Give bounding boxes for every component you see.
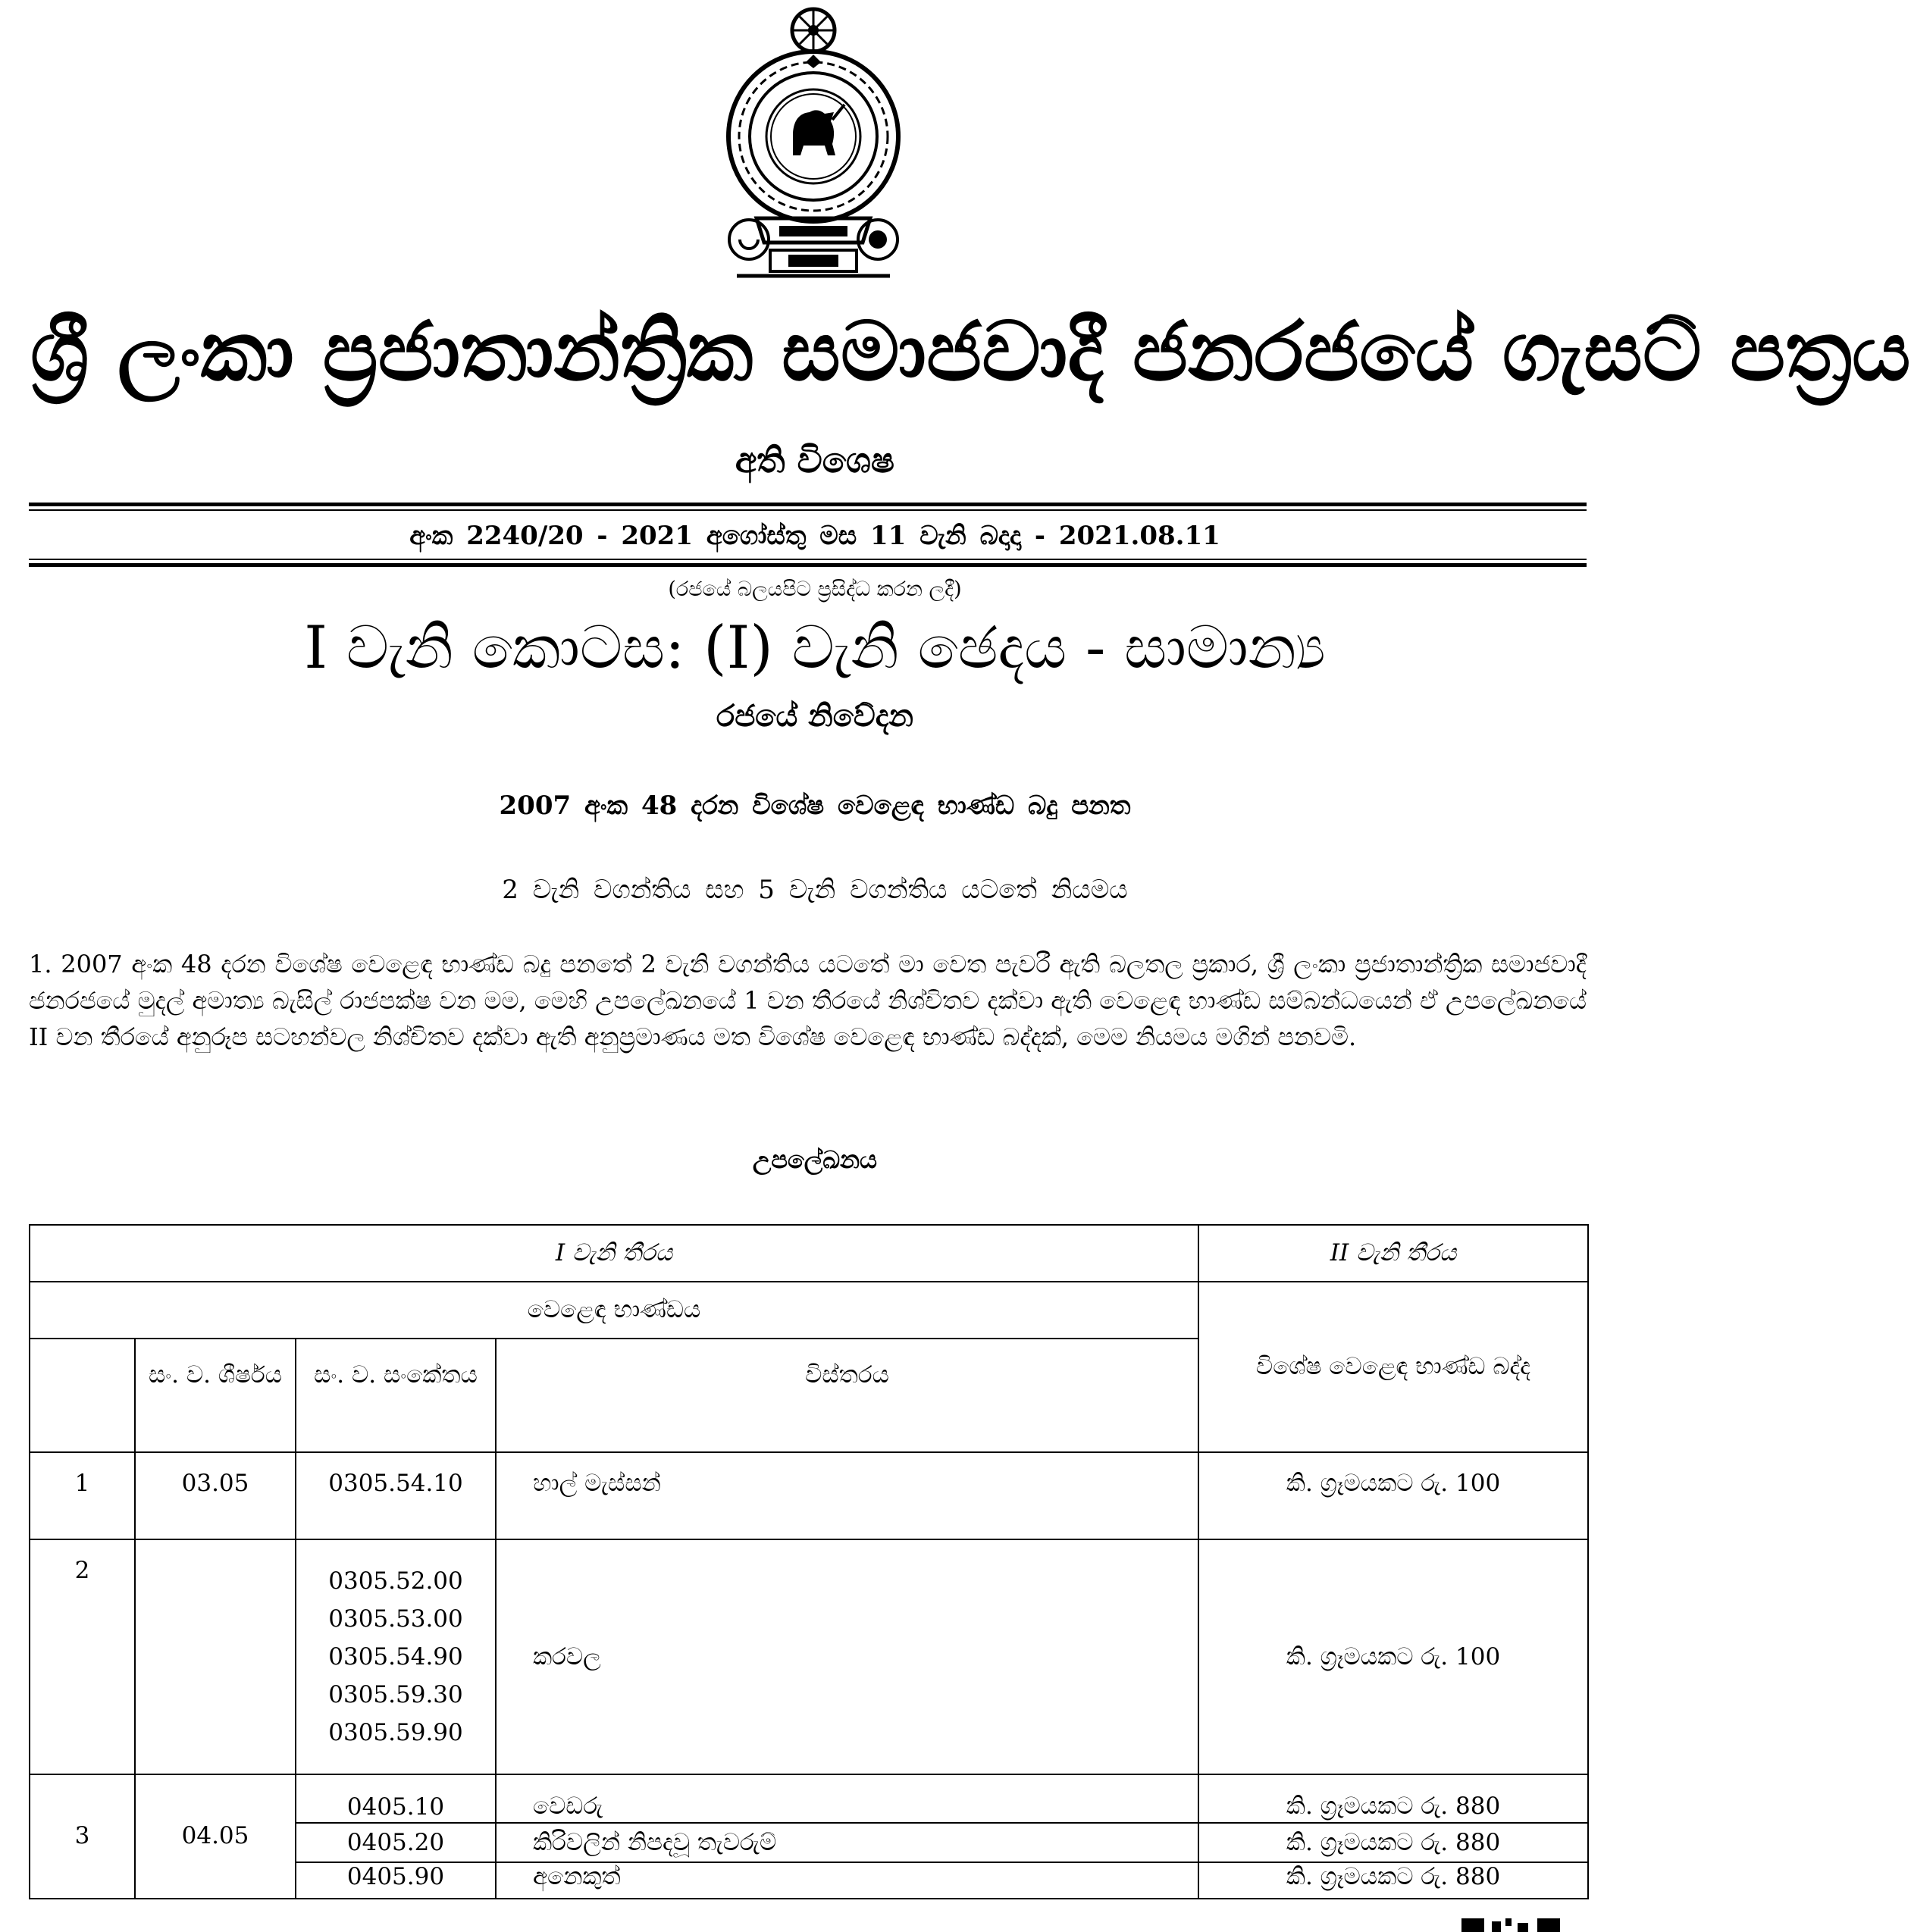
row-number-header xyxy=(30,1339,135,1452)
national-emblem-icon xyxy=(703,0,923,288)
hs-code: 0305.59.90 xyxy=(328,1719,463,1746)
hs-code: 0305.59.30 xyxy=(328,1681,463,1708)
gazette-title: ශ්‍රී ලංකා ප්‍රජාතාන්ත්‍රික සමාජවාදී ජනරජයේ ගැසට් පත්‍රය xyxy=(30,305,1911,399)
rule-title: 2 වැනි වගන්තිය සහ 5 වැනි වගන්තිය යටතේ නියමය xyxy=(502,875,1128,905)
hs-code: 0405.90 xyxy=(296,1862,496,1899)
column-i-header: I වැනි තීරය xyxy=(30,1225,1198,1282)
hs-code: 0305.53.00 xyxy=(328,1605,463,1633)
description: කරවල xyxy=(496,1539,1198,1774)
hs-code: 0305.54.10 xyxy=(296,1452,496,1539)
description: කිරිවලින් නිපදවූ තැවරුම් xyxy=(496,1823,1198,1862)
hs-heading: 04.05 xyxy=(135,1774,296,1899)
extraordinary-label: අති විශෙෂ xyxy=(735,440,895,481)
hs-code-header: සං. ව. සංකේතය xyxy=(296,1339,496,1452)
levy-rate: කි. ග්‍රෑමයකට රු. 880 xyxy=(1198,1823,1588,1862)
description: හාල් මැස්සන් xyxy=(496,1452,1198,1539)
divider xyxy=(29,503,1587,506)
levy-rate: කි. ග්‍රෑමයකට රු. 100 xyxy=(1198,1452,1588,1539)
divider xyxy=(29,509,1587,511)
hs-heading-header: සං. ව. ශීර්ෂය xyxy=(135,1339,296,1452)
table-header-row xyxy=(30,1282,1588,1339)
part-section-heading: I වැනි කොටස: (I) වැනි ඡෙදය - සාමාන්‍ය xyxy=(304,614,1326,682)
schedule-title: උපලේඛනය xyxy=(752,1145,878,1174)
issue-line: අංක 2240/20 - 2021 අගෝස්තු මස 11 වැනි බදාදා - 2021.08.11 xyxy=(409,521,1220,551)
hs-code: 0405.20 xyxy=(296,1823,496,1862)
hs-code: 0305.54.90 xyxy=(328,1643,463,1671)
hs-code: 0305.52.00 xyxy=(328,1567,463,1595)
description-header: විස්තරය xyxy=(496,1339,1198,1452)
table-row xyxy=(30,1774,1588,1823)
commodity-header: වෙළෙඳ භාණ්ඩය xyxy=(30,1282,1198,1339)
hs-code-list xyxy=(296,1539,496,1774)
divider xyxy=(29,559,1587,560)
row-number: 1 xyxy=(30,1452,135,1539)
published-by-authority: (රජයේ බලයපිට ප්‍රසිද්ධ කරන ලදී) xyxy=(668,578,962,601)
schedule-table xyxy=(29,1224,1589,1899)
notice-body: 1. 2007 අංක 48 දරන විශේෂ වෙළෙඳ භාණ්ඩ බදු පනතේ 2 වැනි වගන්තිය යටතේ මා වෙත පැවරී ඇති බලතල ප්‍රකාර, ශ්‍රී ලංකා ප්‍රජාතාන්ත්‍රික සමාජවාදී ජනරජයේ මුදල් අමාත්‍ය බැසිල් රාජපක්ෂ වන මම, මෙහි උපලේඛනයේ 1 වන තීරයේ නිශ්චිතව දක්වා ඇති වෙළෙඳ භාණ්ඩ සම්බන්ධයෙන් ඒ උපලේඛනයේ II වන තීරයේ අනුරූප සටහන්වල නිශ්චිතව දක්වා ඇති අනුප්‍රමාණය මත විශේෂ වෙළෙඳ භාණ්ඩ බද්දක්, මෙම නියමය මගින් පනවමි. xyxy=(29,950,1587,1051)
hs-code: 0405.10 xyxy=(296,1774,496,1823)
description: අනෙකුත් xyxy=(496,1862,1198,1899)
description: වෙඩරු xyxy=(496,1774,1198,1823)
row-number: 3 xyxy=(30,1774,135,1899)
notification-type: රජයේ නිවේදන xyxy=(716,698,913,734)
levy-rate: කි. ග්‍රෑමයකට රු. 880 xyxy=(1198,1774,1588,1823)
hs-heading xyxy=(135,1539,296,1774)
table-header-row xyxy=(30,1225,1588,1282)
qr-code-icon xyxy=(1461,1917,1568,1932)
row-number: 2 xyxy=(30,1539,135,1774)
column-ii-header: II වැනි තීරය xyxy=(1198,1225,1588,1282)
hs-heading: 03.05 xyxy=(135,1452,296,1539)
table-row xyxy=(30,1452,1588,1539)
levy-rate: කි. ග්‍රෑමයකට රු. 880 xyxy=(1198,1862,1588,1899)
levy-header: විශේෂ වෙළෙඳ භාණ්ඩ බද්ද xyxy=(1198,1282,1588,1452)
levy-rate: කි. ග්‍රෑමයකට රු. 100 xyxy=(1198,1539,1588,1774)
table-row xyxy=(30,1539,1588,1774)
divider xyxy=(29,563,1587,567)
act-title: 2007 අංක 48 දරන විශේෂ වෙළෙඳ භාණ්ඩ බදු පනත xyxy=(499,791,1131,821)
